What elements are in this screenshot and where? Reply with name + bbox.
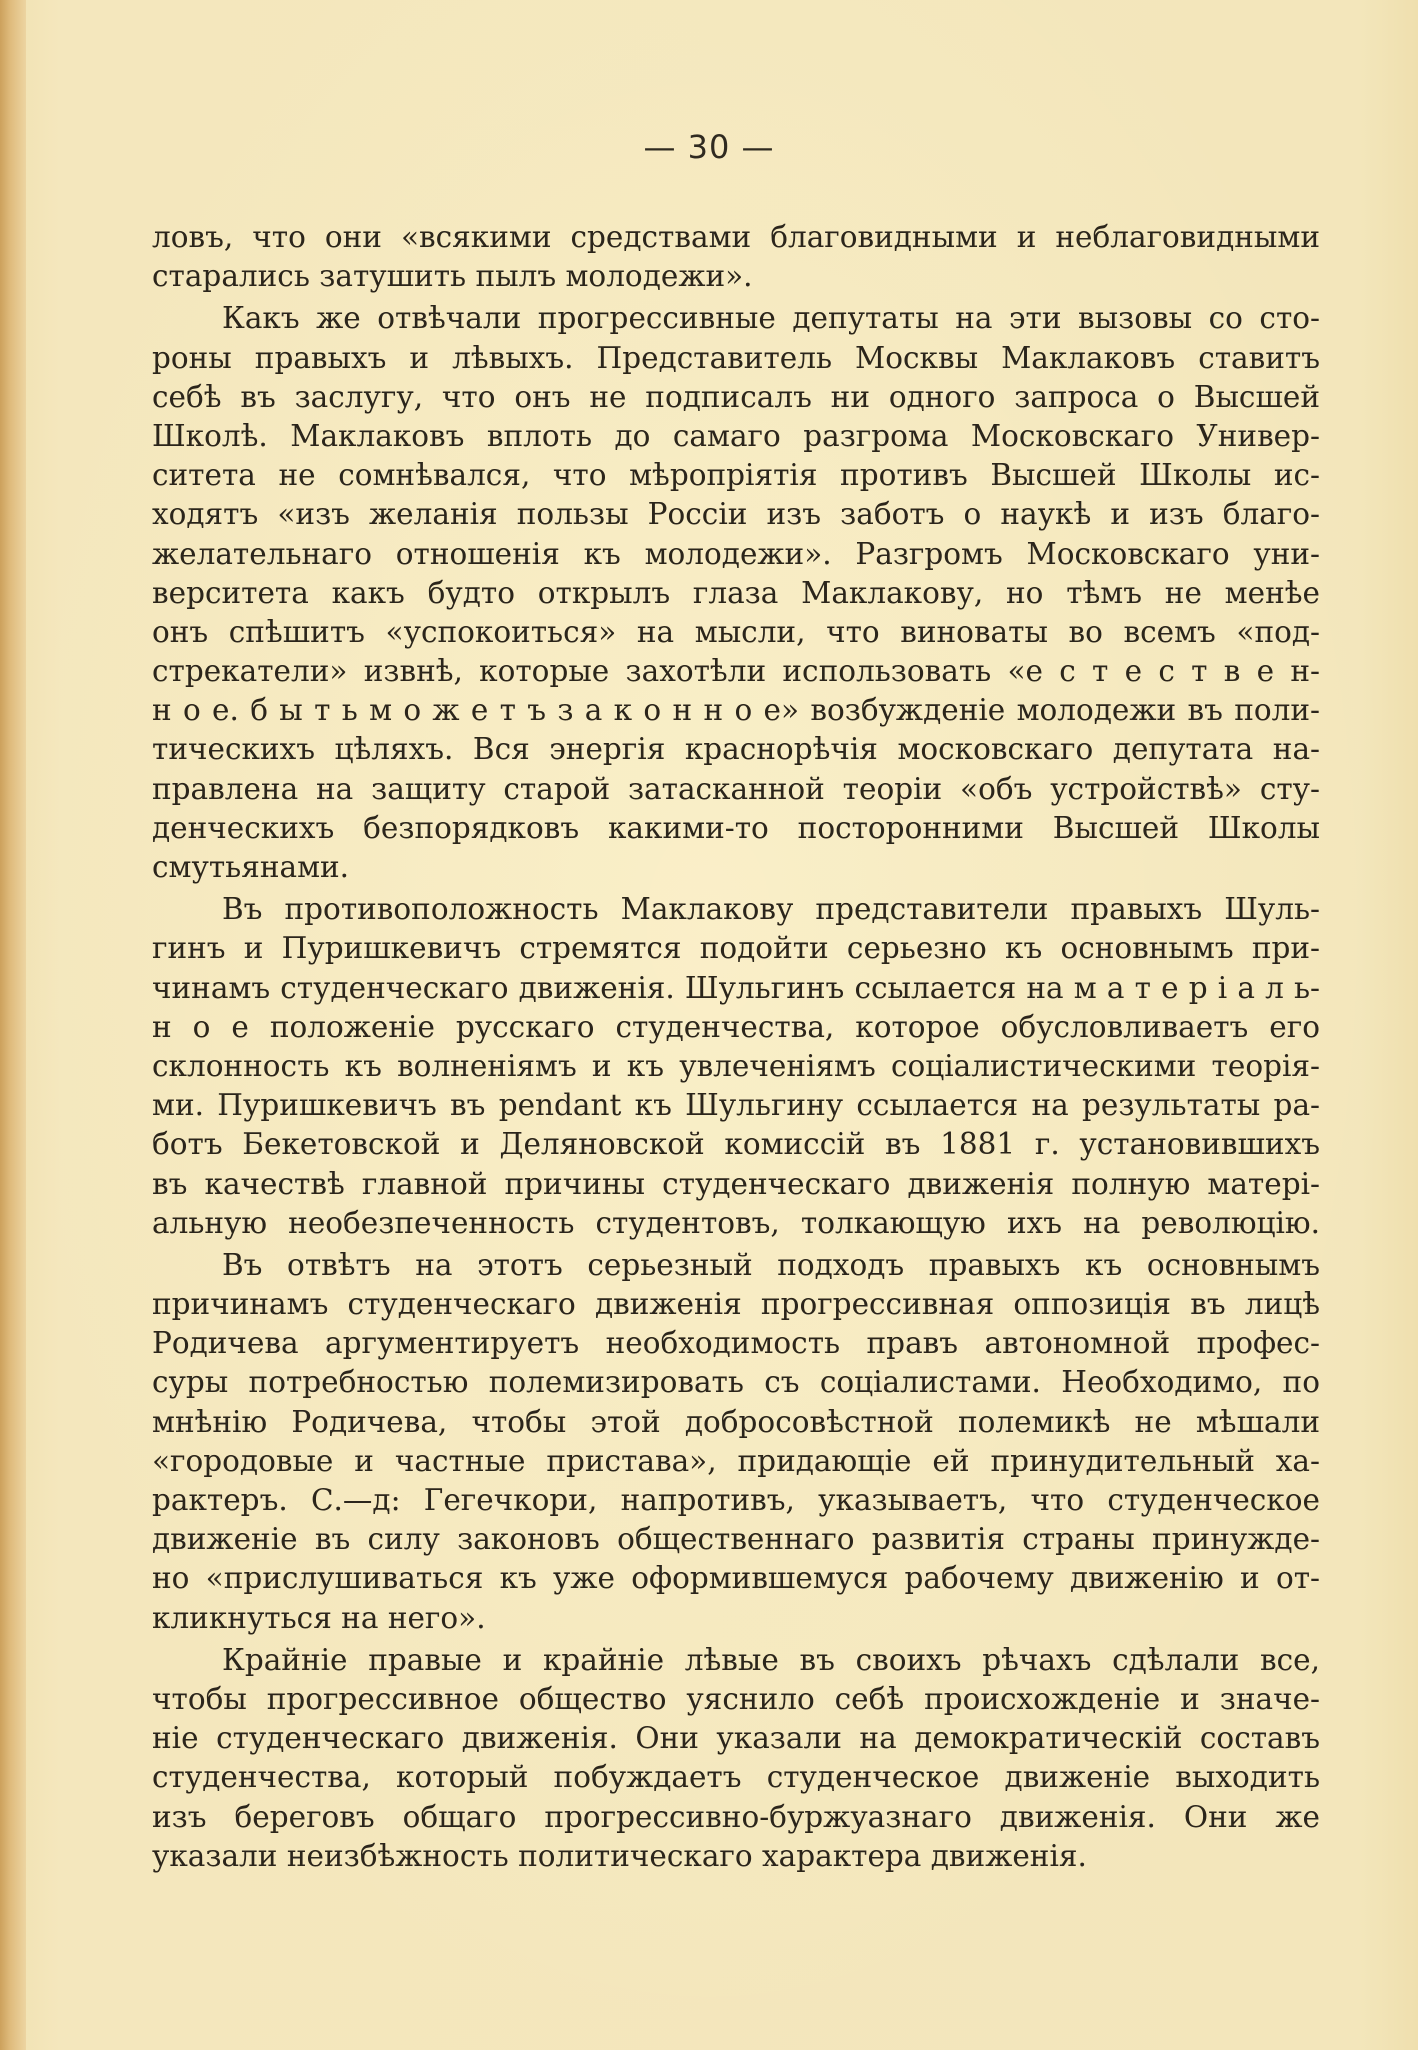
text-line: н о е положеніе русскаго студенчества, которое обусловливаетъ его [152,1009,1320,1044]
text-line: Въ противоположность Маклакову представители правыхъ Шуль- [222,892,1320,927]
text-line: старались затушить пылъ молодежи». [152,259,753,294]
text-line: денческихъ безпорядковъ какими-то посторонними Высшей Школы [152,810,1320,845]
paragraph-2 [152,299,1320,887]
text-line: студенчества, который побуждаетъ студенческое движеніе выходить [152,1760,1320,1795]
text-line: верситета какъ будто открылъ глаза Маклакову, но тѣмъ не менѣе [152,575,1320,610]
paragraph-4 [152,1246,1320,1638]
text-line: Какъ же отвѣчали прогрессивные депутаты на эти вызовы со сто- [222,301,1320,336]
text-line: ми. Пуришкевичъ въ pendant къ Шульгину ссылается на результаты ра- [152,1088,1320,1123]
text-line: движеніе въ силу законовъ общественнаго развитія страны принужде- [152,1522,1320,1557]
text-line: суры потребностью полемизировать съ соціалистами. Необходимо, по [152,1365,1320,1400]
text-line: чтобы прогрессивное общество уяснило себѣ происхожденіе и значе- [152,1681,1320,1716]
text-line: роны правыхъ и лѣвыхъ. Представитель Москвы Маклаковъ ставитъ [152,340,1320,375]
text-line: причинамъ студенческаго движенія прогрессивная оппозиція въ лицѣ [152,1287,1320,1322]
text-line: альную необезпеченность студентовъ, толкающую ихъ на революцію. [152,1205,1320,1240]
text-line: ніе студенческаго движенія. Они указали на демократическій составъ [152,1721,1320,1756]
text-line: но «прислушиваться къ уже оформившемуся рабочему движенію и от- [152,1561,1320,1596]
text-line: указали неизбѣжность политическаго характера движенія. [152,1838,1087,1873]
paragraph-5 [152,1641,1320,1876]
text-line: правлена на защиту старой затасканной теоріи «объ устройствѣ» сту- [152,771,1320,806]
text-line: Крайніе правые и крайніе лѣвые въ своихъ рѣчахъ сдѣлали все, [222,1642,1320,1677]
text-line: гинъ и Пуришкевичъ стремятся подойти серьезно къ основнымъ при- [152,931,1320,966]
text-line: н о е. б ы т ь м о ж е т ъ з а к о н н о е» возбужденіе молодежи въ поли- [152,693,1320,728]
text-line: рактеръ. С.—д: Гегечкори, напротивъ, указываетъ, что студенческое [152,1483,1320,1517]
text-line: желательнаго отношенія къ молодежи». Разгромъ Московскаго уни- [152,536,1320,571]
body-text [152,218,1320,1876]
text-line: «городовые и частные пристава», придающіе ей принудительный ха- [152,1443,1320,1478]
page-number: — 30 — [643,128,775,166]
text-line: изъ береговъ общаго прогрессивно-буржуазнаго движенія. Они же [152,1799,1320,1834]
paragraph-1 [152,218,1320,296]
text-line: Родичева аргументируетъ необходимость правъ автономной профес- [152,1326,1320,1361]
text-line: Въ отвѣтъ на этотъ серьезный подходъ правыхъ къ основнымъ [222,1247,1320,1282]
paragraph-3 [152,890,1320,1243]
text-line: Школѣ. Маклаковъ вплоть до самаго разгрома Московскаго Универ- [152,418,1320,453]
text-line: смутьянами. [152,850,350,884]
text-line: себѣ въ заслугу, что онъ не подписалъ ни одного запроса о Высшей [152,379,1320,414]
text-line: тическихъ цѣляхъ. Вся энергія краснорѣчія московскаго депутата на- [152,732,1320,767]
text-line: ситета не сомнѣвался, что мѣропріятія противъ Высшей Школы ис- [152,458,1320,493]
text-line: мнѣнію Родичева, чтобы этой добросовѣстной полемикѣ не мѣшали [152,1404,1320,1439]
text-line: чинамъ студенческаго движенія. Шульгинъ ссылается на м а т е р і а л ь- [152,970,1320,1005]
text-line: ловъ, что они «всякими средствами благовидными и неблаговидными [152,220,1320,254]
text-line: кликнуться на него». [152,1600,486,1635]
text-line: онъ спѣшитъ «успокоиться» на мысли, что виноваты во всемъ «под- [152,614,1320,649]
text-line: ходятъ «изъ желанія пользы Россіи изъ заботъ о наукѣ и изъ благо- [152,497,1320,532]
text-line: склонность къ волненіямъ и къ увлеченіямъ соціалистическими теорія- [152,1048,1320,1083]
text-line: ботъ Бекетовской и Деляновской комиссій въ 1881 г. установившихъ [152,1127,1320,1162]
text-line: въ качествѣ главной причины студенческаго движенія полную матері- [152,1166,1320,1201]
page-binding-edge [0,0,26,2050]
text-line: стрекатели» извнѣ, которые захотѣли использовать «е с т е с т в е н- [152,654,1320,689]
